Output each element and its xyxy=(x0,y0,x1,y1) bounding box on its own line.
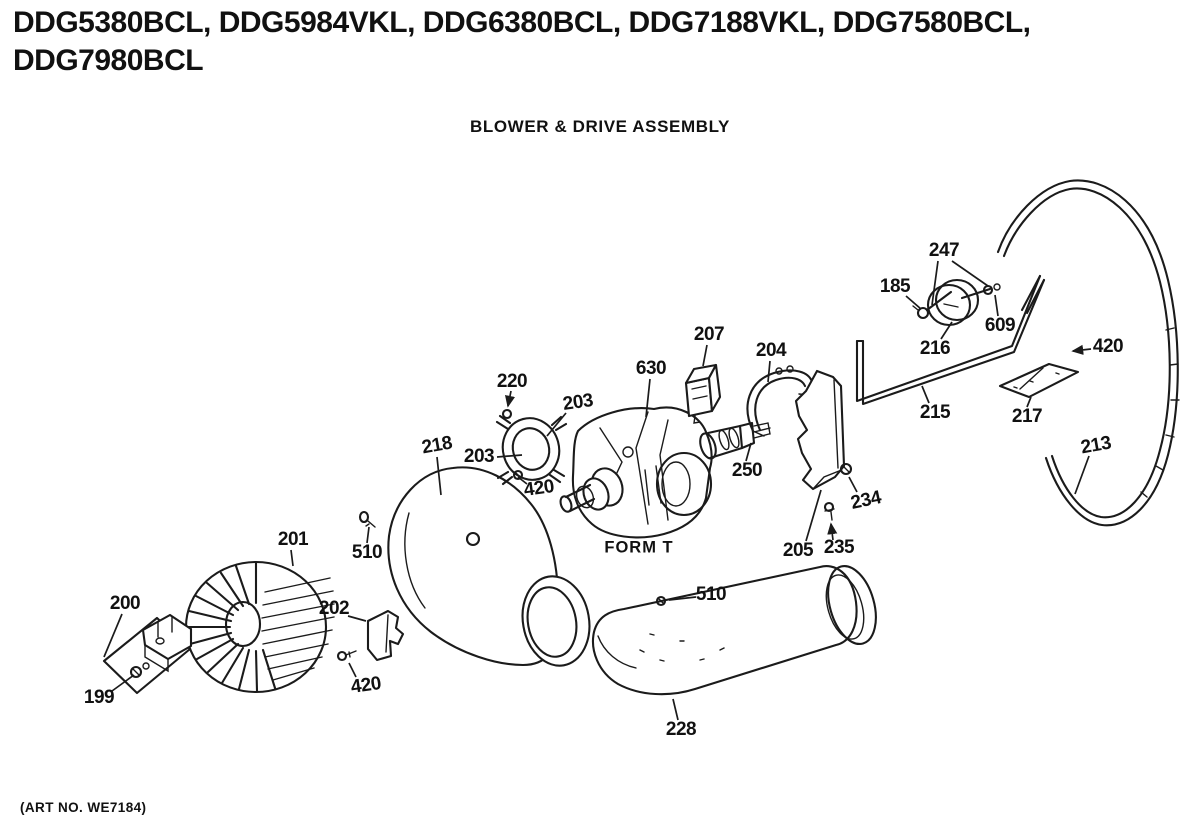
part-callout-420: 420 xyxy=(349,673,383,699)
part-callout-510: 510 xyxy=(695,584,727,605)
part-callout-204: 204 xyxy=(755,340,787,361)
part-callout-510: 510 xyxy=(351,542,383,563)
art-number: (ART NO. WE7184) xyxy=(20,800,147,815)
model-numbers-line1: DDG5380BCL, DDG5984VKL, DDG6380BCL, DDG7188VKL, DDG7580BCL, xyxy=(13,6,1031,39)
part-callout-234: 234 xyxy=(848,487,883,514)
part-callout-218: 218 xyxy=(420,432,454,459)
part-callout-185: 185 xyxy=(879,276,911,297)
part-callout-216: 216 xyxy=(919,338,951,359)
part-callout-205: 205 xyxy=(782,540,814,561)
part-callout-203: 203 xyxy=(561,390,595,416)
part-callout-207: 207 xyxy=(693,324,725,345)
part-callout-250: 250 xyxy=(731,460,763,481)
part-callout-217: 217 xyxy=(1011,406,1043,427)
part-callout-202: 202 xyxy=(318,598,350,619)
motor-form-label: FORM T xyxy=(604,538,674,557)
model-numbers-line2: DDG7980BCL xyxy=(13,44,204,77)
part-callout-213: 213 xyxy=(1079,432,1113,459)
part-callout-200: 200 xyxy=(109,593,141,614)
part-callout-420: 420 xyxy=(1092,336,1124,357)
part-callout-203: 203 xyxy=(463,446,495,467)
part-callout-630: 630 xyxy=(635,358,667,379)
part-callout-228: 228 xyxy=(665,719,697,740)
part-callout-420: 420 xyxy=(522,476,556,502)
part-callout-199: 199 xyxy=(83,687,115,708)
part-callout-201: 201 xyxy=(277,529,309,550)
diagram-title: BLOWER & DRIVE ASSEMBLY xyxy=(469,117,730,136)
part-callout-220: 220 xyxy=(496,371,528,392)
part-callout-215: 215 xyxy=(919,402,951,423)
part-callout-235: 235 xyxy=(823,537,855,558)
part-callout-609: 609 xyxy=(984,315,1016,336)
part-callout-247: 247 xyxy=(928,240,960,261)
